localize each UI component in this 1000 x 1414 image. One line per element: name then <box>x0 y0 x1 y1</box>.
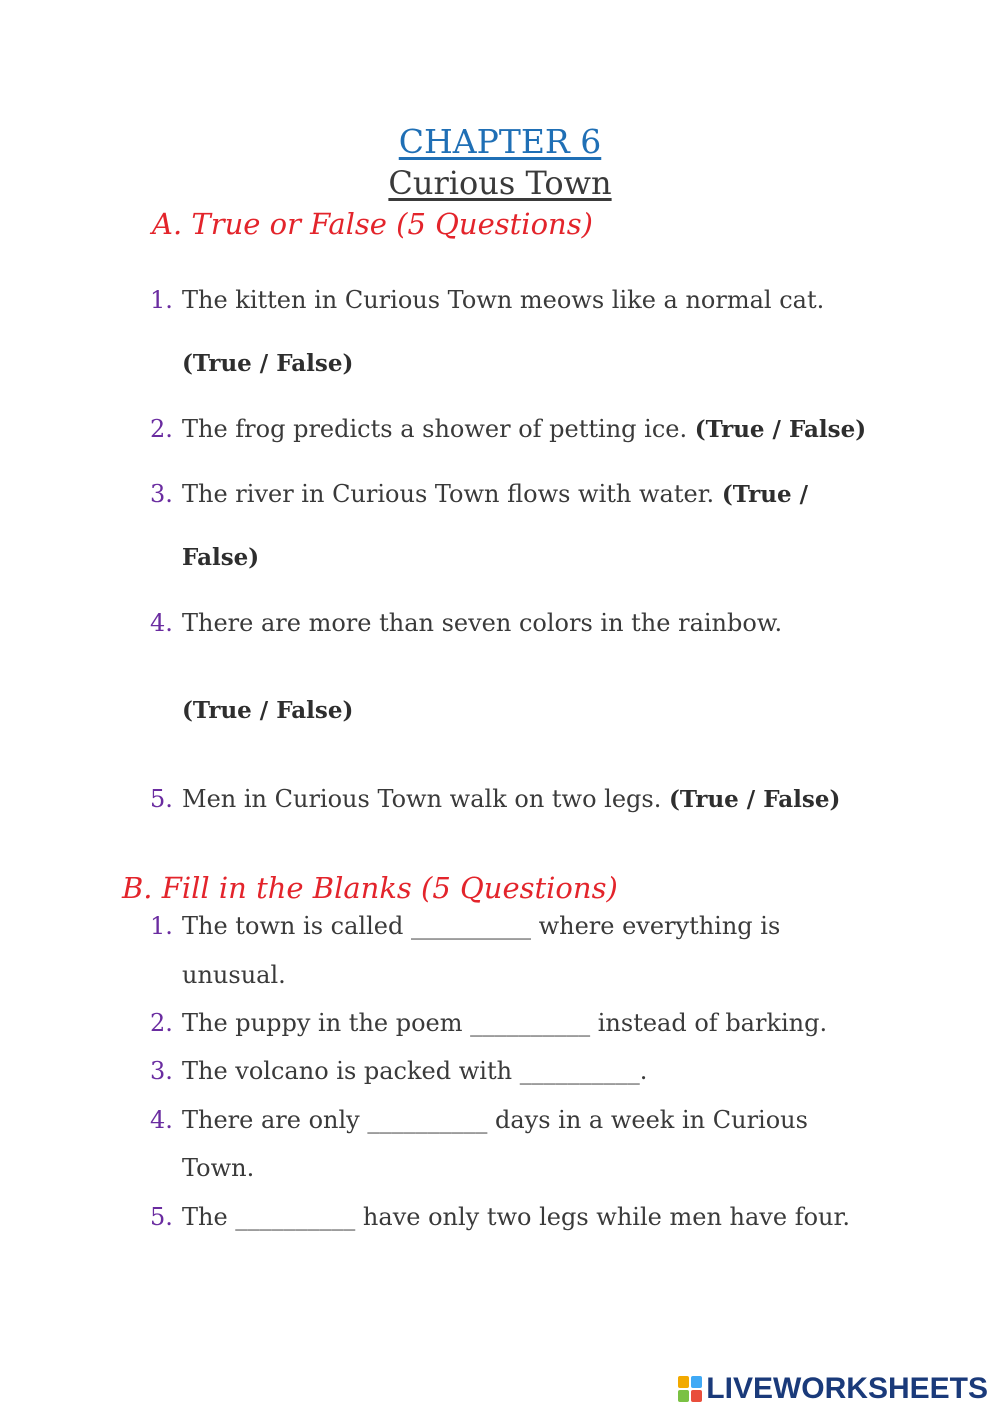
question-text: There are more than seven colors in the rainbow. <box>182 609 783 637</box>
question-number: 3. <box>150 480 173 508</box>
liveworksheets-logo-icon <box>678 1376 702 1402</box>
fill-blank-text: unusual. <box>182 961 286 989</box>
section-b-heading: B. Fill in the Blanks (5 Questions) <box>122 871 618 905</box>
question-number: 5. <box>150 785 173 813</box>
fill-blank-text[interactable]: The __________ have only two legs while men have four. <box>182 1203 850 1231</box>
fill-blank-text[interactable]: The puppy in the poem __________ instead of barking. <box>182 1009 828 1037</box>
true-false-option[interactable]: (True / False) <box>182 697 354 724</box>
question-number: 5. <box>150 1203 173 1231</box>
question-number: 2. <box>150 1009 173 1037</box>
page-title: Curious Town <box>388 164 612 202</box>
question-item <box>182 783 840 816</box>
question-text: The river in Curious Town flows with water. <box>182 480 715 508</box>
chapter-title: CHAPTER 6 <box>398 122 602 161</box>
true-false-option[interactable]: (True / False) <box>182 350 354 377</box>
liveworksheets-logo[interactable] <box>678 1372 988 1406</box>
question-number: 1. <box>150 912 173 940</box>
question-text: The frog predicts a shower of petting ice. <box>182 415 688 443</box>
question-number: 4. <box>150 609 173 637</box>
question-item <box>182 478 808 511</box>
true-false-option[interactable]: (True / False) <box>694 416 867 443</box>
question-item <box>182 413 866 446</box>
true-false-option[interactable]: (True / <box>721 481 809 508</box>
fill-blank-text[interactable]: The town is called __________ where everything is <box>182 912 781 940</box>
fill-blank-text: Town. <box>182 1154 255 1182</box>
question-number: 1. <box>150 286 173 314</box>
fill-blank-text[interactable]: There are only __________ days in a week in Curious <box>182 1106 808 1134</box>
fill-blank-text[interactable]: The volcano is packed with __________. <box>182 1057 648 1085</box>
question-number: 3. <box>150 1057 173 1085</box>
brand-name: LIVEWORKSHEETS <box>706 1372 988 1405</box>
question-number: 2. <box>150 415 173 443</box>
section-a-heading: A. True or False (5 Questions) <box>152 207 593 241</box>
question-number: 4. <box>150 1106 173 1134</box>
question-text: The kitten in Curious Town meows like a normal cat. <box>182 286 825 314</box>
true-false-option[interactable]: (True / False) <box>669 786 841 813</box>
question-text: Men in Curious Town walk on two legs. <box>182 785 662 813</box>
true-false-option[interactable]: False) <box>182 544 260 571</box>
